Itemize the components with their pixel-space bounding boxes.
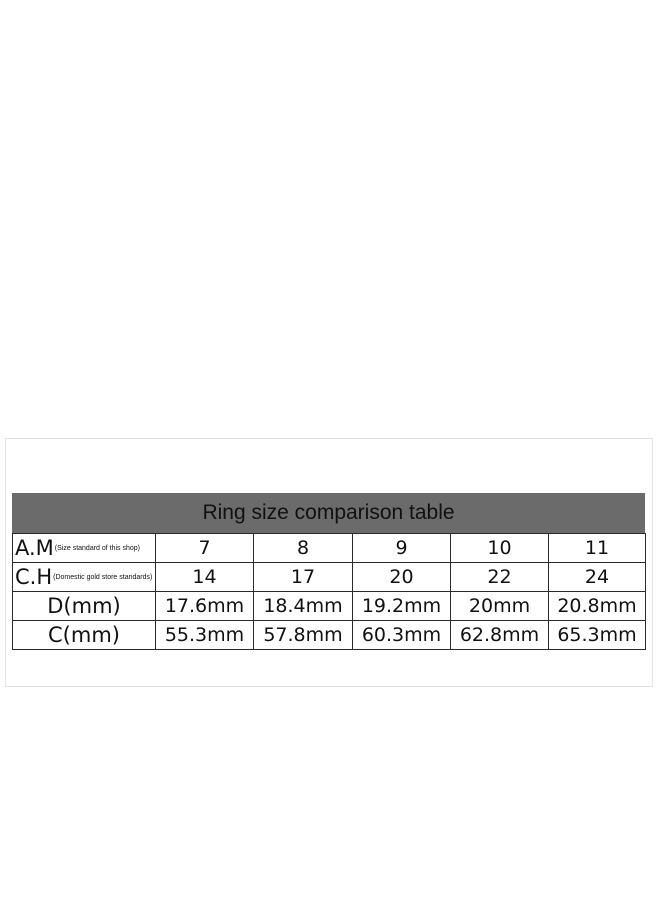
table-cell: 57.8mm [254, 621, 353, 650]
row-label-am: A.M(Size standard of this shop) [13, 534, 156, 563]
table-row-circumference [13, 621, 646, 650]
table-cell: 17.6mm [156, 592, 254, 621]
table-cell: 60.3mm [353, 621, 451, 650]
table-cell: 20 [353, 563, 451, 592]
table-cell: 14 [156, 563, 254, 592]
table-row-am [13, 534, 646, 563]
table-cell: 19.2mm [353, 592, 451, 621]
table-cell: 7 [156, 534, 254, 563]
table-cell: 24 [549, 563, 646, 592]
table-cell: 10 [451, 534, 549, 563]
row-label-ch: C.H(Domestic gold store standards) [13, 563, 156, 592]
ring-size-table [12, 493, 645, 650]
table-row-ch [13, 563, 646, 592]
table-cell: 65.3mm [549, 621, 646, 650]
row-label-circumference: C(mm) [13, 621, 156, 650]
table-cell: 62.8mm [451, 621, 549, 650]
table-cell: 20mm [451, 592, 549, 621]
table-row-diameter [13, 592, 646, 621]
table-cell: 55.3mm [156, 621, 254, 650]
size-grid [12, 533, 646, 650]
table-title: Ring size comparison table [12, 493, 645, 533]
table-cell: 22 [451, 563, 549, 592]
table-cell: 9 [353, 534, 451, 563]
table-cell: 20.8mm [549, 592, 646, 621]
table-cell: 18.4mm [254, 592, 353, 621]
table-cell: 11 [549, 534, 646, 563]
row-label-diameter: D(mm) [13, 592, 156, 621]
table-cell: 17 [254, 563, 353, 592]
table-cell: 8 [254, 534, 353, 563]
